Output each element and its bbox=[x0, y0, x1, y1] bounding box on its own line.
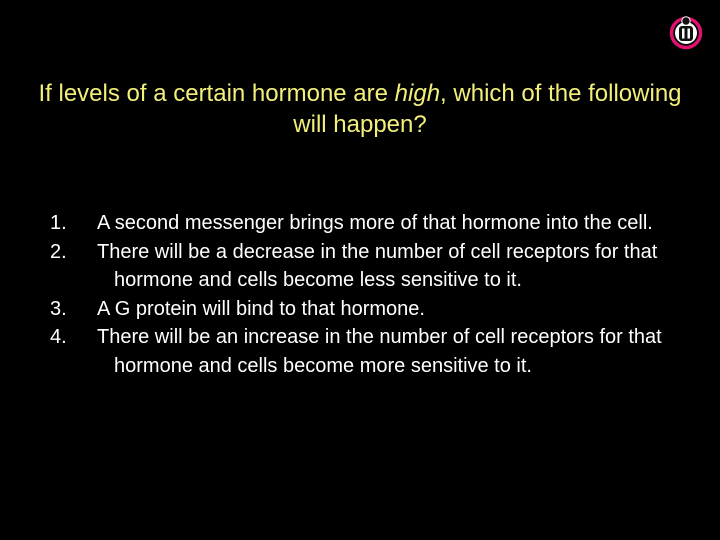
answer-number: 4. bbox=[50, 326, 67, 349]
clicker-logo-icon bbox=[668, 15, 704, 51]
answer-text: There will be an increase in the number of cell receptors for that hormone and cells become more sensitive to it. bbox=[97, 326, 662, 377]
answer-text: There will be a decrease in the number of cell receptors for that hormone and cells become less sensitive to it. bbox=[97, 240, 658, 292]
question-emphasis: high bbox=[394, 80, 441, 107]
question-text-end: , which of the following will happen? bbox=[293, 80, 682, 138]
answer-number: 3. bbox=[50, 297, 67, 320]
answer-text: A second messenger brings more of that hormone into the cell. bbox=[97, 212, 653, 234]
answer-text: A G protein will bind to that hormone. bbox=[97, 297, 425, 320]
question-text bbox=[20, 78, 700, 140]
answer-number: 1. bbox=[50, 212, 67, 234]
question-text-start: If levels of a certain hormone are bbox=[38, 80, 395, 107]
answer-option-1 bbox=[0, 209, 720, 238]
answer-option-3 bbox=[0, 295, 720, 324]
answer-option-4 bbox=[0, 323, 720, 380]
answer-number: 2. bbox=[50, 240, 67, 263]
answer-list bbox=[0, 209, 720, 381]
answer-option-2 bbox=[0, 238, 720, 295]
